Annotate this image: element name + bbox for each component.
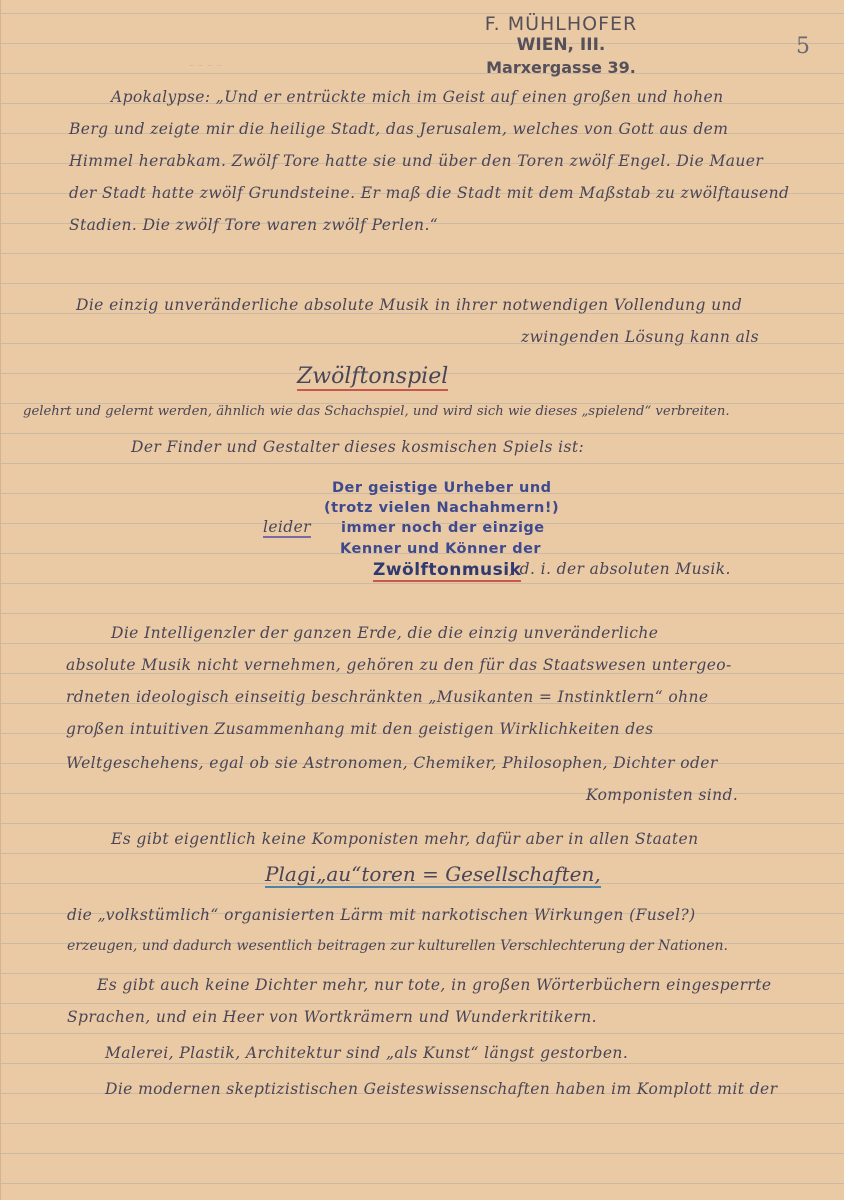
faded-mark: _ _ _ _: [189, 56, 223, 66]
body-line-14: Die modernen skeptizistischen Geisteswissenschaften haben im Komplott mit der: [105, 1080, 778, 1098]
body-line-7: Es gibt eigentlich keine Komponisten mehr, dafür aber in allen Staaten: [111, 830, 699, 848]
body-line-4: großen intuitiven Zusammenhang mit den geistigen Wirklichkeiten des: [66, 720, 654, 738]
typed-line-1: Der geistige Urheber und: [332, 480, 552, 496]
heading-plagiautoren: Plagi„au“toren = Gesellschaften,: [265, 862, 601, 886]
typed-line-2: (trotz vielen Nachahmern!): [324, 500, 560, 516]
address-stamp: [456, 14, 666, 78]
body-line-13: Malerei, Plastik, Architektur sind „als Kunst“ längst gestorben.: [105, 1044, 629, 1062]
stamp-street: Marxergasse 39.: [486, 58, 636, 78]
intro-line-4: Der Finder und Gestalter dieses kosmischen Spiels ist:: [131, 438, 585, 456]
stamp-city: WIEN, III.: [516, 34, 606, 55]
body-line-2: absolute Musik nicht vernehmen, gehören zu den für das Staatswesen untergeo-: [66, 656, 732, 674]
typed-line-3: immer noch der einzige: [341, 520, 545, 536]
body-line-1: Die Intelligenzler der ganzen Erde, die die einzig unveränderliche: [111, 624, 659, 642]
body-line-11: Es gibt auch keine Dichter mehr, nur tote, in großen Wörterbüchern eingesperrte: [97, 976, 772, 994]
body-line-6: Komponisten sind.: [586, 786, 739, 804]
intro-line-3: gelehrt und gelernt werden, ähnlich wie das Schachspiel, und wird sich wie dieses „spielend“ verbreiten.: [23, 404, 730, 419]
body-line-10: erzeugen, und dadurch wesentlich beitragen zur kulturellen Verschlechterung der Nationen.: [67, 938, 728, 954]
quote-line-1: Apokalypse: „Und er entrückte mich im Geist auf einen großen und hohen: [111, 88, 724, 106]
body-line-3: rdneten ideologisch einseitig beschränkten „Musikanten = Instinktlern“ ohne: [66, 688, 709, 706]
typed-line-4: Kenner und Könner der: [340, 541, 542, 557]
body-line-5: Weltgeschehens, egal ob sie Astronomen, Chemiker, Philosophen, Dichter oder: [66, 754, 718, 772]
body-line-9: die „volkstümlich“ organisierten Lärm mit narkotischen Wirkungen (Fusel?): [67, 906, 696, 924]
quote-line-2: Berg und zeigte mir die heilige Stadt, das Jerusalem, welches von Gott aus dem: [69, 120, 729, 138]
page-number: 5: [796, 34, 810, 59]
intro-line-1: Die einzig unveränderliche absolute Musik in ihrer notwendigen Vollendung und: [76, 296, 743, 314]
stamp-name: F. MÜHLHOFER: [484, 13, 638, 35]
title-zwoelftonspiel: Zwölftonspiel: [297, 364, 449, 389]
typed-line-5-handwritten: , d. i. der absoluten Musik.: [509, 560, 731, 578]
quote-line-3: Himmel herabkam. Zwölf Tore hatte sie und über den Toren zwölf Engel. Die Mauer: [69, 152, 764, 170]
intro-line-2: zwingenden Lösung kann als: [521, 328, 759, 346]
typed-line-5: Zwölftonmusik: [373, 560, 522, 580]
quote-line-4: der Stadt hatte zwölf Grundsteine. Er maß die Stadt mit dem Maßstab zu zwölftausend: [69, 184, 790, 202]
quote-line-5: Stadien. Die zwölf Tore waren zwölf Perlen.“: [69, 216, 439, 234]
typed-line-3-handwritten: leider: [263, 518, 311, 536]
body-line-12: Sprachen, und ein Heer von Wortkrämern und Wunderkritikern.: [67, 1008, 598, 1026]
